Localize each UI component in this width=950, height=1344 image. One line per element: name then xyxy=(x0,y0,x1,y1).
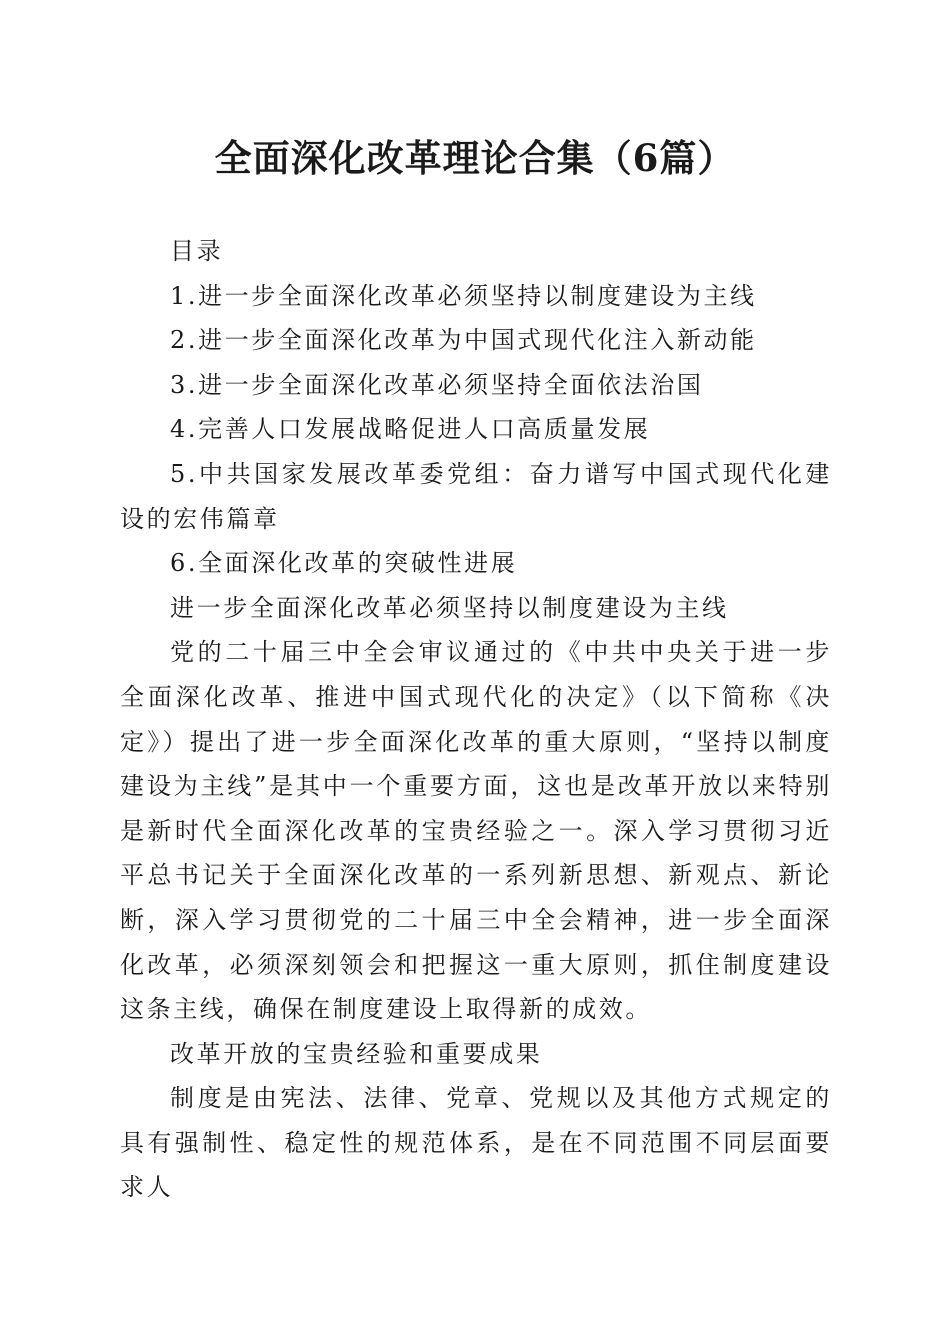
article-title: 进一步全面深化改革必须坚持以制度建设为主线 xyxy=(170,593,729,622)
document-body xyxy=(120,229,832,1210)
body-paragraph: 制度是由宪法、法律、党章、党规以及其他方式规定的具有强制性、稳定性的规范体系，是在不同范围不同层面要求人 xyxy=(120,1084,832,1202)
body-paragraph: 党的二十届三中全会审议通过的《中共中央关于进一步全面深化改革、推进中国式现代化的决定》（以下简称《决定》）提出了进一步全面深化改革的重大原则，“坚持以制度建设为主线”是其中一个重要方面，这也是改革开放以来特别是新时代全面深化改革的宝贵经验之一。深入学习贯彻习近平总书记关于全面深化改革的一系列新思想、新观点、新论断，深入学习贯彻党的二十届三中全会精神，进一步全面深化改革，必须深刻领会和把握这一重大原则，抓住制度建设这条主线，确保在制度建设上取得新的成效。 xyxy=(120,638,832,1024)
toc-item-1: 1.进一步全面深化改革必须坚持以制度建设为主线 xyxy=(170,281,757,310)
document-title: 全面深化改革理论合集（6篇） xyxy=(214,136,736,180)
toc-item-5: 5.中共国家发展改革委党组：奋力谱写中国式现代化建设的宏伟篇章 xyxy=(120,459,832,533)
toc-item-6: 6.全面深化改革的突破性进展 xyxy=(170,549,518,578)
section-heading: 改革开放的宝贵经验和重要成果 xyxy=(170,1039,543,1068)
toc-heading: 目录 xyxy=(170,237,224,265)
toc-item-4: 4.完善人口发展战略促进人口高质量发展 xyxy=(170,415,651,444)
toc-item-2: 2.进一步全面深化改革为中国式现代化注入新动能 xyxy=(170,326,757,355)
toc-item-3: 3.进一步全面深化改革必须坚持全面依法治国 xyxy=(170,370,704,399)
